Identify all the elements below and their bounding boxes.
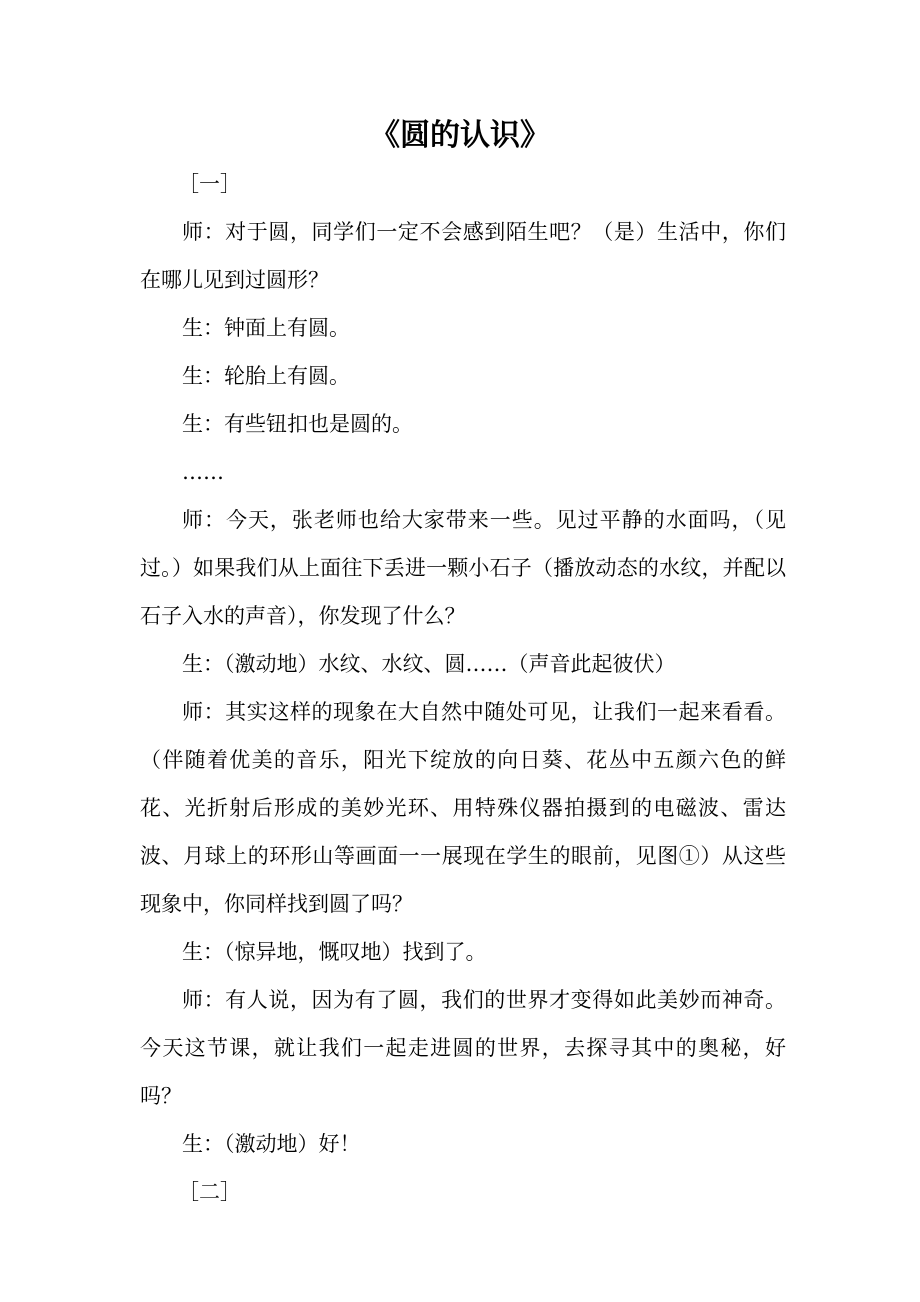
- document-body: [140, 160, 786, 1216]
- paragraph: 师：对于圆，同学们一定不会感到陌生吧？（是）生活中，你们在哪儿见到过圆形？: [140, 220, 786, 292]
- section-heading-1: ［一］: [178, 172, 241, 196]
- paragraph: 生：轮胎上有圆。: [182, 364, 350, 388]
- paragraph: 生：（惊异地，慨叹地）找到了。: [182, 940, 487, 964]
- paragraph: 生：（激动地）水纹、水纹、圆……（声音此起彼伏）: [182, 652, 676, 676]
- document-title: 《圆的认识》: [370, 118, 550, 153]
- paragraph: 生：有些钮扣也是圆的。: [182, 412, 413, 436]
- paragraph: 生：（激动地）好！: [182, 1132, 361, 1156]
- paragraph: 生：钟面上有圆。: [182, 316, 350, 340]
- paragraph: 师：其实这样的现象在大自然中随处可见，让我们一起来看看。（伴随着优美的音乐，阳光下绽放的向日葵、花丛中五颜六色的鲜花、光折射后形成的美妙光环、用特殊仪器拍摄到的电磁波、雷达波、月球上的环形山等画面一一展现在学生的眼前，见图①）从这些现象中，你同样找到圆了吗？: [140, 700, 786, 916]
- section-heading-2: ［二］: [178, 1180, 241, 1204]
- paragraph: 师：有人说，因为有了圆，我们的世界才变得如此美妙而神奇。今天这节课，就让我们一起走进圆的世界，去探寻其中的奥秘，好吗？: [140, 988, 786, 1108]
- paragraph: 师：今天，张老师也给大家带来一些。见过平静的水面吗，（见过。）如果我们从上面往下丢进一颗小石子（播放动态的水纹，并配以石子入水的声音），你发现了什么？: [140, 508, 786, 628]
- ellipsis-line: ……: [182, 460, 224, 484]
